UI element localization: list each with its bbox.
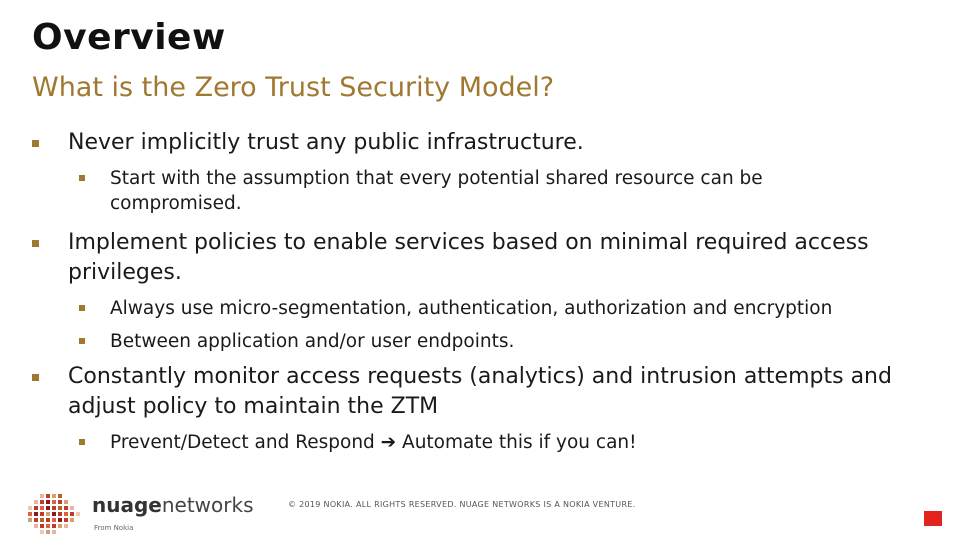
sub-bullet-text: Start with the assumption that every potential shared resource can be compromised. (110, 168, 763, 214)
logo-tagline: From Nokia (94, 524, 134, 532)
sub-bullet-item (32, 329, 942, 354)
bullet-item (32, 128, 942, 158)
slide-title: Overview (32, 17, 226, 58)
nuage-networks-logo (28, 490, 254, 538)
bullet-text: Implement policies to enable services based on minimal required access privileges. (68, 230, 869, 285)
bullet-marker-icon (32, 240, 39, 247)
bullet-item (32, 228, 942, 288)
corner-square-icon (924, 511, 942, 526)
sub-bullet-text: Between application and/or user endpoints. (110, 331, 515, 352)
bullet-marker-icon (32, 374, 39, 381)
bullet-text: Never implicitly trust any public infrastructure. (68, 130, 584, 155)
bullet-marker-icon (79, 175, 85, 181)
bullet-marker-icon (79, 338, 85, 344)
dot-mosaic-icon (28, 490, 92, 538)
sub-bullet-item (32, 296, 942, 321)
logo-wordmark-part1: nuage (92, 493, 162, 517)
bullet-item (32, 362, 942, 422)
sub-bullet-item (32, 430, 942, 455)
sub-bullet-item (32, 166, 870, 216)
logo-wordmark (92, 493, 254, 517)
bullet-marker-icon (79, 439, 85, 445)
sub-bullet-text: Prevent/Detect and Respond ➔ Automate this if you can! (110, 432, 637, 453)
bullet-marker-icon (32, 140, 39, 147)
slide-subtitle: What is the Zero Trust Security Model? (32, 72, 555, 103)
bullet-list (32, 128, 942, 455)
copyright-footer: © 2019 NOKIA. ALL RIGHTS RESERVED. NUAGE NETWORKS IS A NOKIA VENTURE. (288, 500, 636, 509)
bullet-text: Constantly monitor access requests (analytics) and intrusion attempts and adjust policy to maintain the ZTM (68, 364, 892, 419)
sub-bullet-text: Always use micro-segmentation, authentication, authorization and encryption (110, 298, 833, 319)
bullet-marker-icon (79, 305, 85, 311)
logo-wordmark-part2: networks (161, 493, 254, 517)
